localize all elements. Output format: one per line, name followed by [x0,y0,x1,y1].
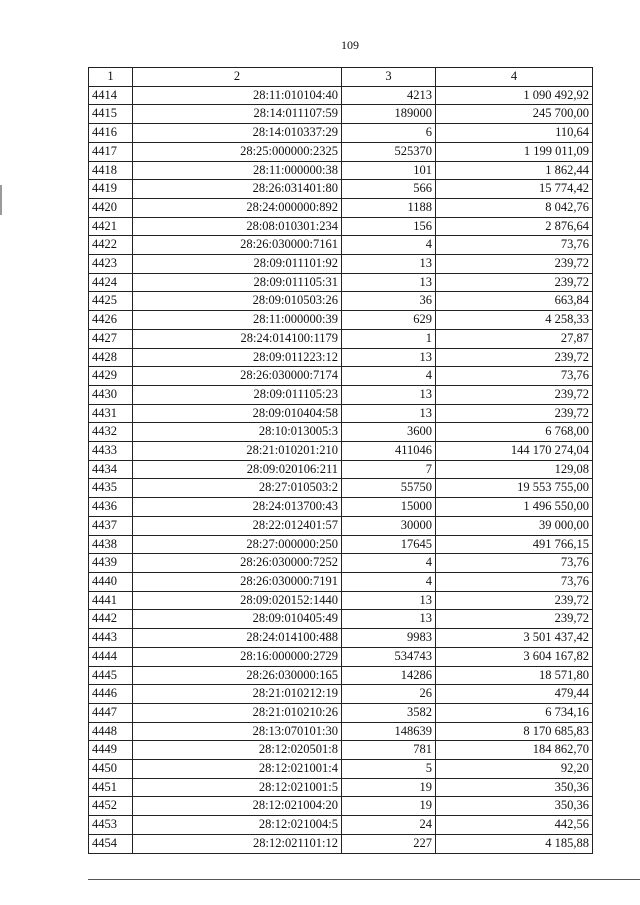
table-row [89,142,593,161]
area-cell: 534743 [342,647,436,666]
area-cell: 629 [342,311,436,330]
area-cell: 13 [342,591,436,610]
value-cell: 27,87 [436,329,593,348]
cadastral-number-cell: 28:11:010104:40 [133,86,342,105]
value-cell: 73,76 [436,572,593,591]
cadastral-number-cell: 28:21:010201:210 [133,442,342,461]
table-row [89,124,593,143]
area-cell: 4 [342,572,436,591]
value-cell: 6 768,00 [436,423,593,442]
table-row [89,722,593,741]
row-number-cell: 4432 [89,423,133,442]
row-number-cell: 4430 [89,385,133,404]
cadastral-number-cell: 28:24:014100:488 [133,629,342,648]
table-row [89,423,593,442]
area-cell: 55750 [342,479,436,498]
table-row [89,460,593,479]
area-cell: 1 [342,329,436,348]
row-number-cell: 4431 [89,404,133,423]
value-cell: 8 170 685,83 [436,722,593,741]
page-bottom-rule [88,879,640,880]
area-cell: 19 [342,797,436,816]
cadastral-number-cell: 28:11:000000:38 [133,161,342,180]
cadastral-number-cell: 28:24:014100:1179 [133,329,342,348]
row-number-cell: 4441 [89,591,133,610]
row-number-cell: 4452 [89,797,133,816]
row-number-cell: 4448 [89,722,133,741]
table-row [89,236,593,255]
table-row [89,273,593,292]
area-cell: 26 [342,685,436,704]
row-number-cell: 4443 [89,629,133,648]
table-row [89,834,593,853]
area-cell: 9983 [342,629,436,648]
row-number-cell: 4422 [89,236,133,255]
area-cell: 156 [342,217,436,236]
cadastral-number-cell: 28:26:030000:7161 [133,236,342,255]
value-cell: 8 042,76 [436,198,593,217]
cadastral-number-cell: 28:12:021001:5 [133,778,342,797]
value-cell: 239,72 [436,591,593,610]
row-number-cell: 4421 [89,217,133,236]
cadastral-number-cell: 28:12:021004:20 [133,797,342,816]
header-col-1: 1 [89,68,133,87]
value-cell: 73,76 [436,367,593,386]
value-cell: 239,72 [436,348,593,367]
value-cell: 239,72 [436,255,593,274]
table-row [89,348,593,367]
area-cell: 7 [342,460,436,479]
table-row [89,666,593,685]
cadastral-number-cell: 28:09:010503:26 [133,292,342,311]
cadastral-number-cell: 28:26:030000:7174 [133,367,342,386]
cadastral-number-cell: 28:12:021001:4 [133,760,342,779]
row-number-cell: 4446 [89,685,133,704]
area-cell: 13 [342,348,436,367]
value-cell: 2 876,64 [436,217,593,236]
area-cell: 17645 [342,535,436,554]
row-number-cell: 4451 [89,778,133,797]
row-number-cell: 4445 [89,666,133,685]
cadastral-number-cell: 28:12:020501:8 [133,741,342,760]
value-cell: 239,72 [436,385,593,404]
value-cell: 3 501 437,42 [436,629,593,648]
area-cell: 4 [342,554,436,573]
table-row [89,647,593,666]
row-number-cell: 4439 [89,554,133,573]
header-row [89,68,593,87]
cadastral-number-cell: 28:09:020106:211 [133,460,342,479]
header-col-4: 4 [436,68,593,87]
value-cell: 19 553 755,00 [436,479,593,498]
cadastral-number-cell: 28:21:010210:26 [133,703,342,722]
value-cell: 15 774,42 [436,180,593,199]
table-row [89,311,593,330]
table-row [89,105,593,124]
row-number-cell: 4433 [89,442,133,461]
area-cell: 4 [342,367,436,386]
table-row [89,816,593,835]
cadastral-number-cell: 28:16:000000:2729 [133,647,342,666]
value-cell: 245 700,00 [436,105,593,124]
value-cell: 1 862,44 [436,161,593,180]
value-cell: 18 571,80 [436,666,593,685]
value-cell: 239,72 [436,273,593,292]
table-row [89,180,593,199]
table-row [89,629,593,648]
value-cell: 350,36 [436,797,593,816]
row-number-cell: 4420 [89,198,133,217]
cadastral-number-cell: 28:11:000000:39 [133,311,342,330]
value-cell: 4 258,33 [436,311,593,330]
row-number-cell: 4440 [89,572,133,591]
area-cell: 36 [342,292,436,311]
row-number-cell: 4444 [89,647,133,666]
area-cell: 3600 [342,423,436,442]
area-cell: 566 [342,180,436,199]
row-number-cell: 4449 [89,741,133,760]
table-row [89,161,593,180]
value-cell: 3 604 167,82 [436,647,593,666]
cadastral-number-cell: 28:12:021101:12 [133,834,342,853]
cadastral-number-cell: 28:24:013700:43 [133,498,342,517]
area-cell: 4213 [342,86,436,105]
table-row [89,535,593,554]
row-number-cell: 4447 [89,703,133,722]
header-col-3: 3 [342,68,436,87]
cadastral-number-cell: 28:10:013005:3 [133,423,342,442]
area-cell: 781 [342,741,436,760]
cadastral-number-cell: 28:09:011105:23 [133,385,342,404]
area-cell: 13 [342,385,436,404]
cadastral-number-cell: 28:12:021004:5 [133,816,342,835]
row-number-cell: 4415 [89,105,133,124]
header-col-2: 2 [133,68,342,87]
value-cell: 479,44 [436,685,593,704]
area-cell: 101 [342,161,436,180]
value-cell: 350,36 [436,778,593,797]
row-number-cell: 4434 [89,460,133,479]
table-row [89,404,593,423]
table-row [89,198,593,217]
row-number-cell: 4438 [89,535,133,554]
area-cell: 148639 [342,722,436,741]
value-cell: 39 000,00 [436,516,593,535]
page-number: 109 [341,38,359,52]
cadastral-number-cell: 28:25:000000:2325 [133,142,342,161]
value-cell: 73,76 [436,236,593,255]
row-number-cell: 4424 [89,273,133,292]
table-row [89,329,593,348]
table-body [89,86,593,853]
cadastral-number-cell: 28:09:011105:31 [133,273,342,292]
row-number-cell: 4429 [89,367,133,386]
value-cell: 1 199 011,09 [436,142,593,161]
cadastral-number-cell: 28:14:010337:29 [133,124,342,143]
area-cell: 5 [342,760,436,779]
cadastral-number-cell: 28:09:010404:58 [133,404,342,423]
value-cell: 6 734,16 [436,703,593,722]
cadastral-number-cell: 28:09:011101:92 [133,255,342,274]
table-row [89,610,593,629]
table-row [89,591,593,610]
data-table [88,67,593,854]
value-cell: 110,64 [436,124,593,143]
row-number-cell: 4427 [89,329,133,348]
table-row [89,479,593,498]
table-row [89,516,593,535]
table-row [89,685,593,704]
area-cell: 189000 [342,105,436,124]
table-row [89,741,593,760]
area-cell: 3582 [342,703,436,722]
area-cell: 13 [342,610,436,629]
area-cell: 411046 [342,442,436,461]
row-number-cell: 4435 [89,479,133,498]
row-number-cell: 4437 [89,516,133,535]
row-number-cell: 4423 [89,255,133,274]
value-cell: 239,72 [436,610,593,629]
row-number-cell: 4416 [89,124,133,143]
area-cell: 6 [342,124,436,143]
row-number-cell: 4414 [89,86,133,105]
area-cell: 19 [342,778,436,797]
cadastral-number-cell: 28:26:030000:7252 [133,554,342,573]
row-number-cell: 4450 [89,760,133,779]
table-row [89,797,593,816]
area-cell: 4 [342,236,436,255]
table-row [89,442,593,461]
area-cell: 13 [342,404,436,423]
area-cell: 13 [342,273,436,292]
table-row [89,292,593,311]
row-number-cell: 4428 [89,348,133,367]
value-cell: 144 170 274,04 [436,442,593,461]
value-cell: 1 496 550,00 [436,498,593,517]
cadastral-number-cell: 28:14:011107:59 [133,105,342,124]
area-cell: 15000 [342,498,436,517]
area-cell: 24 [342,816,436,835]
scan-edge-mark [0,185,2,215]
value-cell: 92,20 [436,760,593,779]
value-cell: 442,56 [436,816,593,835]
row-number-cell: 4417 [89,142,133,161]
table-row [89,367,593,386]
cadastral-number-cell: 28:26:030000:7191 [133,572,342,591]
area-cell: 14286 [342,666,436,685]
area-cell: 227 [342,834,436,853]
cadastral-number-cell: 28:24:000000:892 [133,198,342,217]
cadastral-number-cell: 28:09:010405:49 [133,610,342,629]
table-header [89,68,593,87]
area-cell: 525370 [342,142,436,161]
row-number-cell: 4453 [89,816,133,835]
table-row [89,572,593,591]
cadastral-number-cell: 28:08:010301:234 [133,217,342,236]
row-number-cell: 4419 [89,180,133,199]
table-row [89,255,593,274]
row-number-cell: 4454 [89,834,133,853]
row-number-cell: 4418 [89,161,133,180]
cadastral-number-cell: 28:26:030000:165 [133,666,342,685]
table-row [89,760,593,779]
cadastral-number-cell: 28:22:012401:57 [133,516,342,535]
table-row [89,498,593,517]
area-cell: 1188 [342,198,436,217]
table-row [89,554,593,573]
cadastral-number-cell: 28:21:010212:19 [133,685,342,704]
cadastral-number-cell: 28:27:000000:250 [133,535,342,554]
row-number-cell: 4426 [89,311,133,330]
value-cell: 184 862,70 [436,741,593,760]
row-number-cell: 4442 [89,610,133,629]
cadastral-number-cell: 28:09:011223:12 [133,348,342,367]
value-cell: 73,76 [436,554,593,573]
area-cell: 13 [342,255,436,274]
table-row [89,86,593,105]
table-row [89,385,593,404]
table-row [89,217,593,236]
value-cell: 239,72 [436,404,593,423]
cadastral-number-cell: 28:13:070101:30 [133,722,342,741]
row-number-cell: 4425 [89,292,133,311]
value-cell: 1 090 492,92 [436,86,593,105]
table-row [89,703,593,722]
value-cell: 4 185,88 [436,834,593,853]
row-number-cell: 4436 [89,498,133,517]
value-cell: 663,84 [436,292,593,311]
cadastral-number-cell: 28:26:031401:80 [133,180,342,199]
area-cell: 30000 [342,516,436,535]
cadastral-number-cell: 28:27:010503:2 [133,479,342,498]
table-row [89,778,593,797]
value-cell: 491 766,15 [436,535,593,554]
value-cell: 129,08 [436,460,593,479]
cadastral-number-cell: 28:09:020152:1440 [133,591,342,610]
